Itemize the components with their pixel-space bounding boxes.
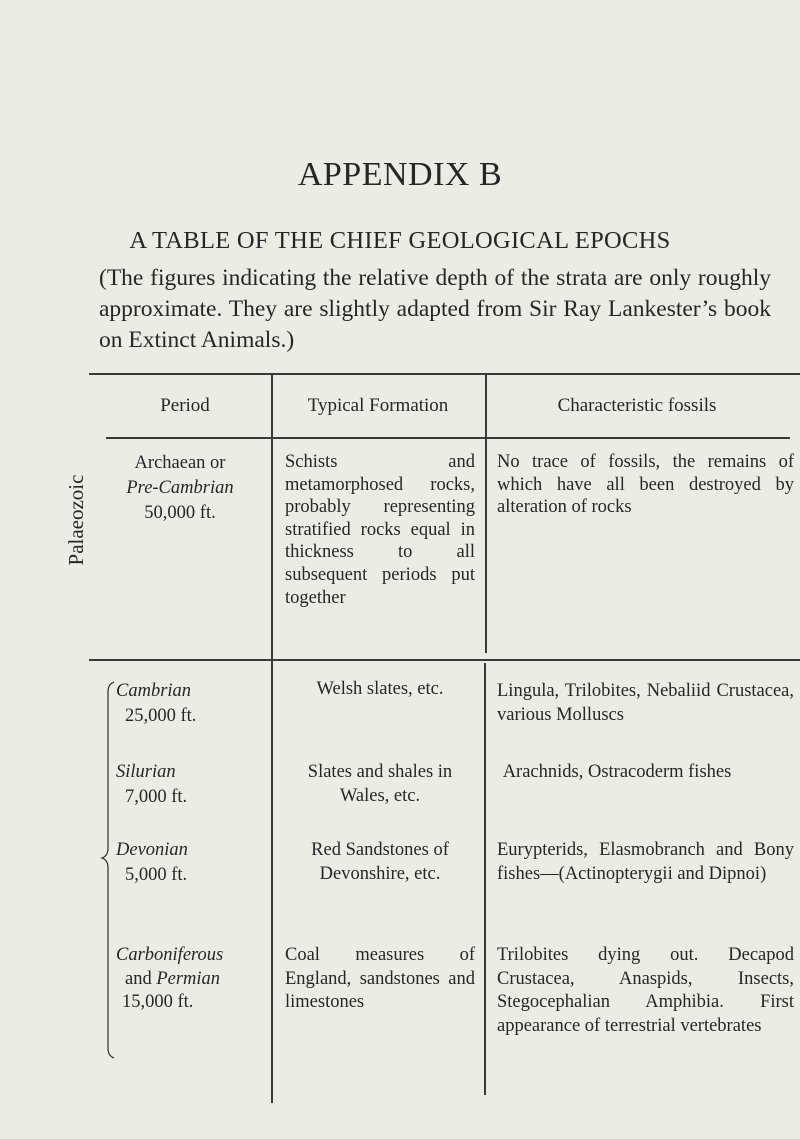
row-rule (89, 659, 800, 661)
era-label-palaeozoic: Palaeozoic (64, 474, 88, 566)
period-depth: 7,000 ft. (125, 787, 188, 807)
table-note: (The figures indicating the relative depth of the strata are only roughly approximate. They are slightly adapted from Sir Ray Lankester’s book on Extinct Animals.) (99, 265, 771, 353)
period-name: Pre-Cambrian (126, 478, 234, 498)
period-depth: 15,000 ft. (122, 992, 194, 1012)
period-depth: 25,000 ft. (125, 706, 197, 726)
period-name: Devonian (116, 840, 188, 860)
period-cell-silurian (116, 760, 266, 810)
column-divider-2-lower (484, 663, 486, 1095)
header-formation: Typical Formation (307, 395, 449, 416)
column-divider-1 (271, 373, 273, 1103)
fossils-cell-archaean: No trace of fossils, the remains of which have all been destroyed by alteration of rocks (497, 452, 794, 518)
formation-cell-cambrian: Welsh slates, etc. (316, 679, 444, 699)
table-top-rule (89, 373, 800, 375)
header-rule (106, 437, 790, 439)
period-depth: 5,000 ft. (125, 865, 188, 885)
period-cell-archaean (95, 451, 265, 526)
formation-cell-archaean: Schists and metamorphosed rocks, probably representing stratified rocks equal in thickness to all subsequent periods put together (285, 452, 475, 608)
fossils-cell-silurian: Arachnids, Ostracoderm fishes (502, 762, 732, 782)
period-cell-devonian (116, 838, 266, 888)
fossils-cell-carboniferous: Trilobites dying out. Decapod Crustacea, Anaspids, Insects, Stegocephalian Amphibia. First appearance of terrestrial vertebrates (497, 945, 794, 1036)
formation-cell-carboniferous: Coal measures of England, sandstones and limestones (285, 945, 475, 1012)
header-period: Period (160, 395, 210, 416)
appendix-title: APPENDIX B (297, 156, 503, 193)
period-depth: 50,000 ft. (144, 503, 216, 523)
header-fossils: Characteristic fossils (557, 395, 717, 416)
fossils-cell-cambrian: Lingula, Trilobites, Nebaliid Crustacea, various Molluscs (497, 681, 794, 725)
fossils-cell-devonian: Eurypterids, Elasmobranch and Bony fishes—(Actinopterygii and Dipnoi) (497, 840, 794, 884)
period-name: Silurian (116, 762, 176, 782)
period-line: Archaean or (134, 453, 226, 473)
period-name: Carboniferous (116, 945, 224, 965)
period-name-line-2: and Permian (125, 968, 221, 989)
table-title: A TABLE OF THE CHIEF GEOLOGICAL EPOCHS (129, 227, 671, 254)
period-cell-carboniferous (116, 944, 271, 1015)
period-name: Cambrian (116, 681, 192, 701)
period-cell-cambrian (116, 679, 266, 729)
formation-cell-silurian: Slates and shales in Wales, etc. (307, 762, 453, 806)
formation-cell-devonian: Red Sandstones of Devonshire, etc. (311, 840, 449, 884)
